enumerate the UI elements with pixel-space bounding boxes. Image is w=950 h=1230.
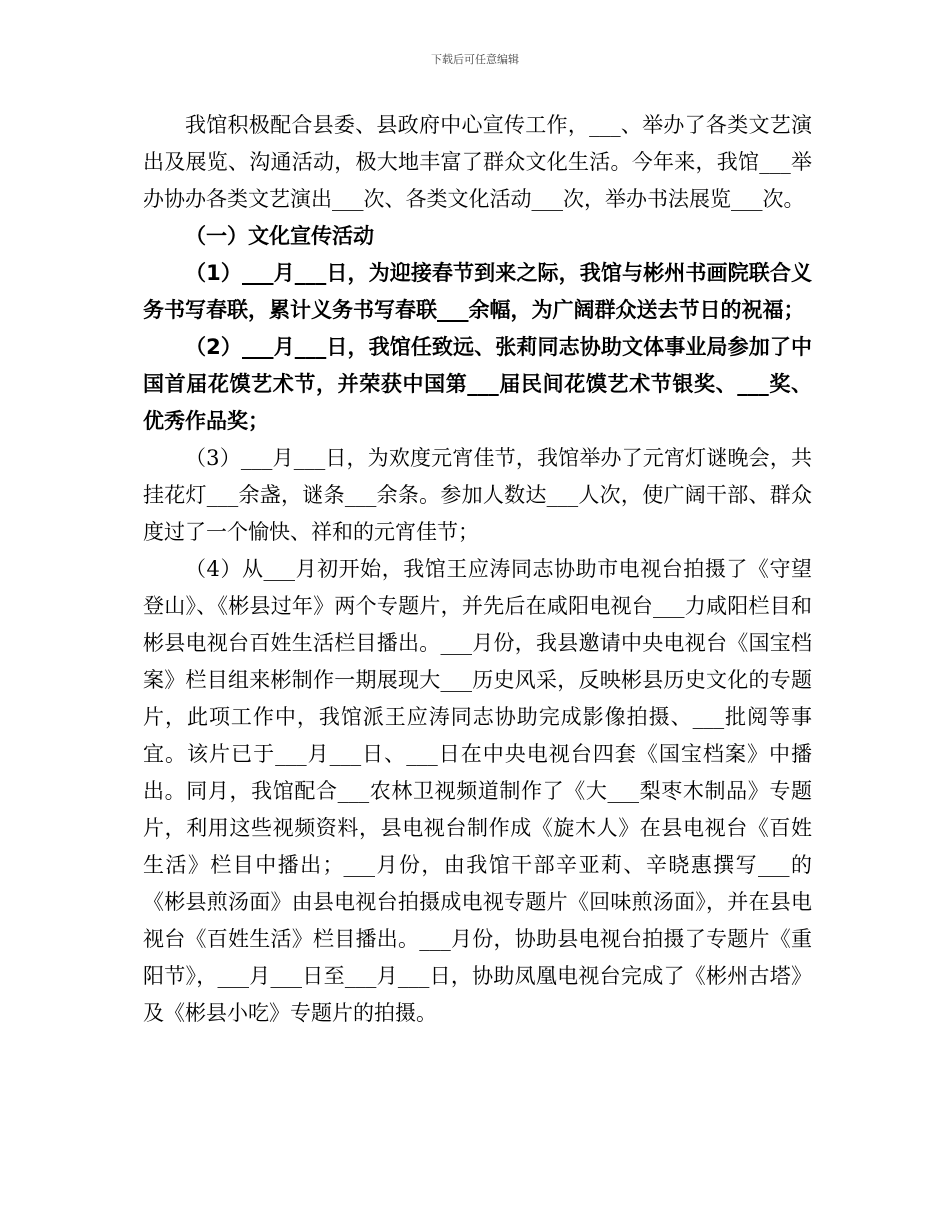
item-paragraph-2: （2）___月___日，我馆任致远、张莉同志协助文体事业局参加了中国首届花馍艺术节，并荣获中国第___届民间花馍艺术节银奖、___奖、优秀作品奖；: [143, 335, 812, 433]
document-body: [143, 107, 812, 1032]
item-paragraph-4: （4）从___月初开始，我馆王应涛同志协助市电视台拍摄了《守望登山》、《彬县过年》两个专题片，并先后在咸阳电视台___力咸阳栏目和彬县电视台百姓生活栏目播出。___月份，我县邀请中央电视台《国宝档案》栏目组来彬制作一期展现大___历史风采，反映彬县历史文化的专题片，此项工作中，我馆派王应涛同志协助完成影像拍摄、___批阅等事宜。该片已于___月___日、___日在中央电视台四套《国宝档案》中播出。同月，我馆配合___农林卫视频道制作了《大___梨枣木制品》专题片，利用这些视频资料，县电视台制作成《旋木人》在县电视台《百姓生活》栏目中播出；___月份，由我馆干部辛亚莉、辛晓惠撰写___的《彬县煎汤面》由县电视台拍摄成电视专题片《回味煎汤面》，并在县电视台《百姓生活》栏目播出。___月份，协助县电视台拍摄了专题片《重阳节》，___月___日至___月___日，协助凤凰电视台完成了《彬州古塔》及《彬县小吃》专题片的拍摄。: [143, 557, 812, 1025]
section-heading: （一）文化宣传活动: [185, 224, 374, 248]
item-paragraph-3: （3）___月___日，为欢度元宵佳节，我馆举办了元宵灯谜晚会，共挂花灯___余盏，谜条___余条。参加人数达___人次，使广阔干部、群众度过了一个愉快、祥和的元宵佳节；: [143, 446, 812, 544]
page-header: 下载后可任意编辑: [431, 53, 519, 66]
intro-paragraph: 我馆积极配合县委、县政府中心宣传工作，___、举办了各类文艺演出及展览、沟通活动，极大地丰富了群众文化生活。今年来，我馆___举办协办各类文艺演出___次、各类文化活动___次，举办书法展览___次。: [143, 113, 812, 211]
item-paragraph-1: （1）___月___日，为迎接春节到来之际，我馆与彬州书画院联合义务书写春联，累计义务书写春联___余幅，为广阔群众送去节日的祝福；: [143, 261, 812, 322]
